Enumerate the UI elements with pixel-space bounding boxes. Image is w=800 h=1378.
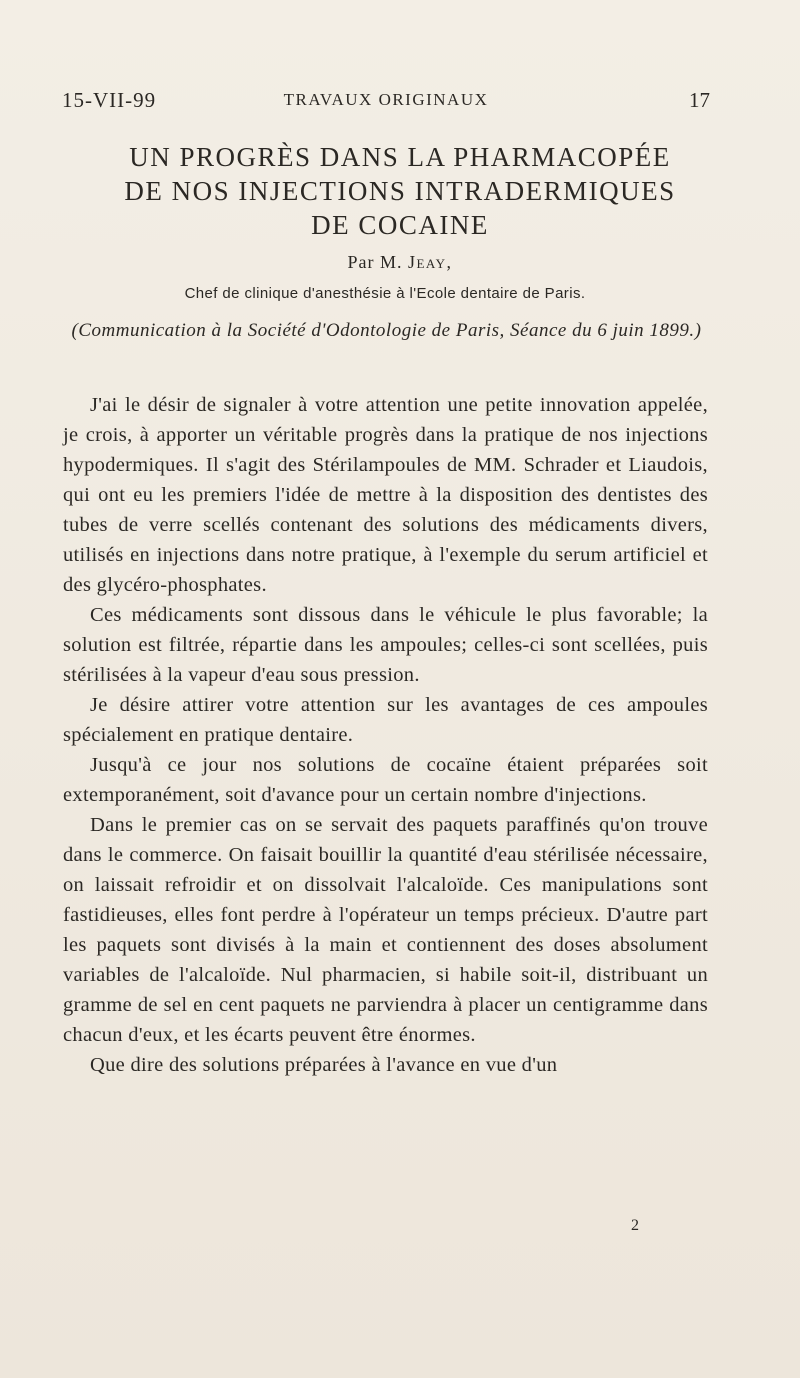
paragraph: Je désire attirer votre attention sur les avantages de ces ampoules spécialement en pratique dentaire. [63, 694, 708, 746]
communication-note: (Communication à la Société d'Odontologie de Paris, Séance du 6 juin 1899.) [71, 320, 702, 341]
title-line-2: DE NOS INJECTIONS INTRADERMIQUES [124, 176, 676, 206]
running-head [62, 88, 710, 118]
byline-prefix: Par M. [347, 252, 403, 272]
author-name: Jeay, [407, 252, 453, 272]
author-affiliation: Chef de clinique d'anesthésie à l'Ecole dentaire de Paris. [184, 285, 586, 302]
page-number: 17 [689, 88, 710, 112]
article-body [63, 390, 708, 1080]
byline [0, 252, 800, 273]
title-line-3: DE COCAINE [311, 210, 489, 240]
section-title: TRAVAUX ORIGINAUX [283, 90, 489, 109]
article-title [50, 140, 750, 242]
paragraph: J'ai le désir de signaler à votre attention une petite innovation appelée, je crois, à apporter un véritable progrès dans la pratique de nos injections hypodermiques. Il s'agit des Stérilampoules de MM. Schrader et Liaudois, qui ont eu les premiers l'idée de mettre à la disposition des dentistes des tubes de verre scellés contenant des solutions des médicaments divers, utilisés en injections dans notre pratique, à l'exemple du serum artificiel et des glycéro-phosphates. [63, 394, 708, 596]
title-line-1: UN PROGRÈS DANS LA PHARMACOPÉE [129, 142, 671, 172]
issue-date: 15-VII-99 [62, 88, 157, 112]
paragraph: Que dire des solutions préparées à l'avance en vue d'un [90, 1054, 558, 1076]
paragraph: Jusqu'à ce jour nos solutions de cocaïne étaient préparées soit extemporanément, soit d'avance pour un certain nombre d'injections. [63, 754, 708, 806]
paragraph: Ces médicaments sont dissous dans le véhicule le plus favorable; la solution est filtrée, répartie dans les ampoules; celles-ci sont scellées, puis stérilisées à la vapeur d'eau sous pression. [63, 604, 708, 686]
signature-mark: 2 [631, 1217, 639, 1234]
paragraph: Dans le premier cas on se servait des paquets paraffinés qu'on trouve dans le commerce. On faisait bouillir la quantité d'eau stérilisée nécessaire, on laissait refroidir et on dissolvait l'alcaloïde. Ces manipulations sont fastidieuses, elles font perdre à l'opérateur un temps précieux. D'autre part les paquets sont divisés à la main et contiennent des doses absolument variables de l'alcaloïde. Nul pharmacien, si habile soit-il, distribuant un gramme de sel en cent paquets ne parviendra à placer un centigramme dans chacun d'eux, et les écarts peuvent être énormes. [63, 814, 708, 1046]
